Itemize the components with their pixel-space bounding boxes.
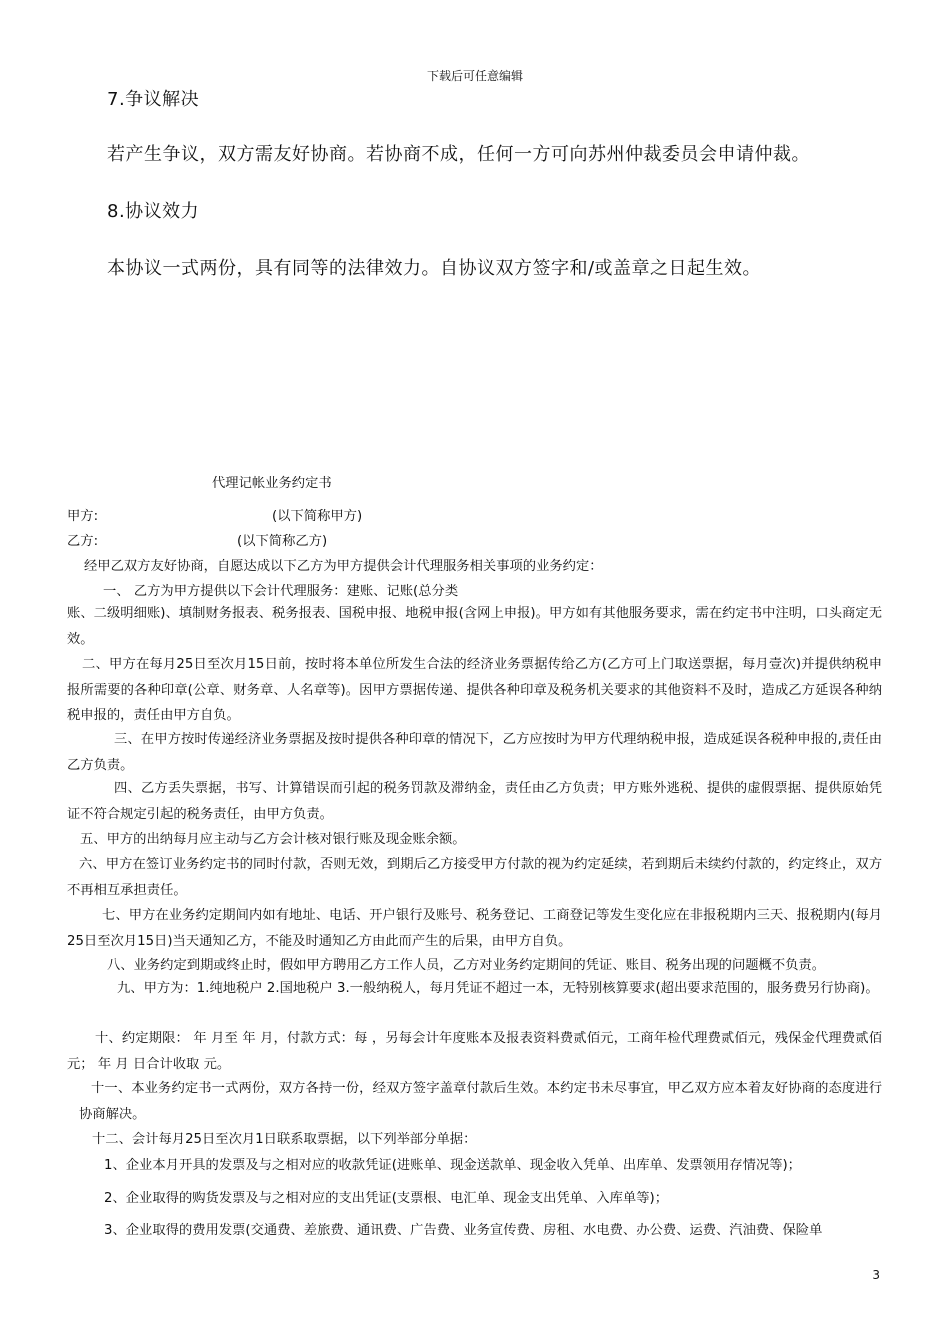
item-5: 五、甲方的出纳每月应主动与乙方会计核对银行账及现金账余额。 [80,832,466,847]
section-heading-8: 8.协议效力 [107,201,200,222]
sub-item-3: 3、企业取得的费用发票(交通费、差旅费、通讯费、广告费、业务宣传费、房租、水电费、办公费、运费、汽油费、保险单 [104,1223,823,1238]
party-b-label: 乙方: [67,534,99,549]
page-number: 3 [872,1268,880,1282]
party-a-note: (以下简称甲方) [272,509,363,524]
section-body-7: 若产生争议，双方需友好协商。若协商不成，任何一方可向苏州仲裁委员会申请仲裁。 [107,144,810,165]
item-6: 六、甲方在签订业务约定书的同时付款，否则无效，到期后乙方接受甲方付款的视为约定延续，若到期后未续约付款的，约定终止，双方不再相互承担责任。 [67,857,882,898]
item-1-rest: 账、二级明细账)、填制财务报表、税务报表、国税申报、地税申报(含网上申报)。甲方如有其他服务要求，需在约定书中注明，口头商定无效。 [67,606,882,647]
contract-intro: 经甲乙双方友好协商，自愿达成以下乙方为甲方提供会计代理服务相关事项的业务约定： [84,559,603,574]
party-b-note: (以下简称乙方) [237,534,328,549]
page-header: 下载后可任意编辑 [426,69,523,83]
section-heading-7: 7.争议解决 [107,89,200,110]
item-3: 三、在甲方按时传递经济业务票据及按时提供各种印章的情况下，乙方应按时为甲方代理纳税申报，造成延误各税种申报的,责任由乙方负责。 [67,732,882,773]
sub-item-1: 1、企业本月开具的发票及与之相对应的收款凭证(进账单、现金送款单、现金收入凭单、出库单、发票领用存情况等)； [104,1158,801,1173]
item-4: 四、乙方丢失票据，书写、计算错误而引起的税务罚款及滞纳金，责任由乙方负责；甲方账外逃税、提供的虚假票据、提供原始凭证不符合规定引起的税务责任，由甲方负责。 [67,781,882,822]
item-9: 九、甲方为：1.纯地税户 2.国地税户 3.一般纳税人，每月凭证不超过一本，无特别核算要求(超出要求范围的，服务费另行协商)。 [117,981,879,996]
party-a-label: 甲方: [67,509,99,524]
item-8: 八、业务约定到期或终止时，假如甲方聘用乙方工作人员，乙方对业务约定期间的凭证、账目、税务出现的问题概不负责。 [107,958,826,973]
item-7: 七、甲方在业务约定期间内如有地址、电话、开户银行及账号、税务登记、工商登记等发生变化应在非报税期内三天、报税期内(每月25日至次月15日)当天通知乙方，不能及时通知乙方由此而产生的后果，由甲方自负。 [67,908,882,949]
contract-title: 代理记帐业务约定书 [212,476,332,491]
sub-item-2: 2、企业取得的购货发票及与之相对应的支出凭证(支票根、电汇单、现金支出凭单、入库单等)； [104,1191,669,1206]
item-2: 二、甲方在每月25日至次月15日前，按时将本单位所发生合法的经济业务票据传给乙方(乙方可上门取送票据，每月壹次)并提供纳税申报所需要的各种印章(公章、财务章、人名章等)。因甲方票据传递、提供各种印章及税务机关要求的其他资料不及时，造成乙方延误各种纳税申报的，责任由甲方自负。 [67,657,882,723]
item-10: 十、约定期限： 年 月至 年 月，付款方式：每 ，另每会计年度账本及报表资料费贰佰元，工商年检代理费贰佰元，残保金代理费贰佰元； 年 月 日合计收取 元。 [67,1031,882,1072]
item-12: 十二、会计每月25日至次月1日联系取票据，以下列举部分单据： [92,1132,477,1147]
item-11: 十一、本业务约定书一式两份，双方各持一份，经双方签字盖章付款后生效。本约定书未尽事宜，甲乙双方应本着友好协商的态度进行协商解决。 [79,1081,882,1122]
section-body-8: 本协议一式两份，具有同等的法律效力。自协议双方签字和/或盖章之日起生效。 [107,258,762,279]
item-1-line1: 一、 乙方为甲方提供以下会计代理服务：建账、记账(总分类 [103,584,459,599]
